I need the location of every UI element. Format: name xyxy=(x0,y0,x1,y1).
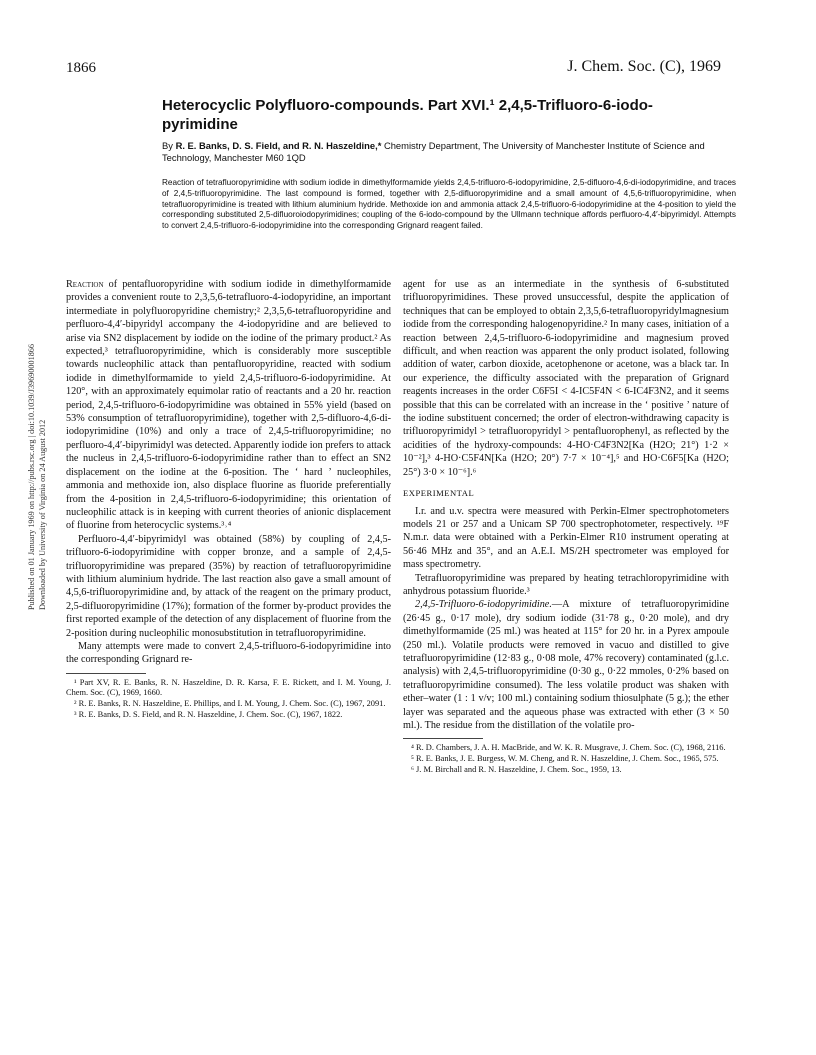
right-column xyxy=(403,278,729,775)
footnote: ³ R. E. Banks, D. S. Field, and R. N. Haszeldine, J. Chem. Soc. (C), 1967, 1822. xyxy=(74,709,343,719)
left-paragraph-1 xyxy=(66,278,391,533)
footnote: ⁴ R. D. Chambers, J. A. H. MacBride, and W. K. R. Musgrave, J. Chem. Soc. (C), 1968, 2116. xyxy=(411,743,726,753)
footnote: ² R. E. Banks, R. N. Haszeldine, E. Phillips, and I. M. Young, J. Chem. Soc. (C), 1967, 2091. xyxy=(74,698,386,708)
left-paragraph-3: Many attempts were made to convert 2,4,5-trifluoro-6-iodopyrimidine into the corresponding Grignard re- xyxy=(66,640,391,666)
right-paragraph-3: Tetrafluoropyrimidine was prepared by heating tetrachloropyrimidine with anhydrous potassium fluoride.³ xyxy=(403,572,729,597)
left-footnotes xyxy=(66,678,391,720)
compound-heading: 2,4,5-Trifluoro-6-iodopyrimidine. xyxy=(415,599,552,611)
author-affiliation: Chemistry Department, The University of Manchester Institute of Science and Technology, Manchester M60 1QD xyxy=(162,140,705,163)
left-column xyxy=(66,278,391,720)
experimental-heading: EXPERIMENTAL xyxy=(403,488,475,499)
download-side-note xyxy=(26,280,47,610)
left-paragraph-2: Perfluoro-4,4′-bipyrimidyl was obtained (58%) by coupling of 2,4,5-trifluoro-6-iodopyrimidine with copper bronze, and a sample of 2,4,5-trifluoropyrimidine was prepared (35%) by reaction of tetrafluoropyrimidine with lithium aluminium hydride. The last reaction also gave a small amount of 4,5,6-trifluoropyrimidine and, by attack of the reagent on the primary product, 2,5-difluoropyrimidine (17%); formation of the former by-product provides the first reported example of the detection of any displacement of fluorine from the 2-position during nucleophilic monosubstitution in tetrafluoropyrimidine. xyxy=(66,533,391,639)
left-paragraph-1-text: of pentafluoropyridine with sodium iodide in dimethylformamide provides a convenient route to 2,3,5,6-tetrafluoro-4-iodopyridine, an important intermediate in polyfluoropyridine chemistry;² 2,3,5,6-tetrafluoropyridine and perfluoro-4,4′-bipyridyl accompany the 4-iodopyridine and are believed to arise via SN2 displacement by iodide on the iodine of the primary product.² As expected,³ tetrafluoropyrimidine, which is considerably more susceptible towards nucleophilic attack than pentafluoropyridine, reacted with sodium iodide in dimethylformamide to yield 2,4,5-trifluoro-6-iodopyrimidine. At 120°, with an approximately equimolar ratio of reactants and a 20 hr. reaction period, 2,4,5-trifluoro-6-iodopyrimidine was obtained in 55% yield (based on 53% consumption of tetrafluoropyrimidine), together with 2,5-difluoro-4,6-di-iodopyrimidine (10%) and only a trace of 2,4,5-trifluoropyrimidine; no perfluoro-4,4′-bipyrimidyl was detected. Apparently iodide ion prefers to attack the nucleus in 2,4,5-trifluoro-6-iodopyrimidine rather than to effect an SN2 displacement on the iodine at the 6-position. The ‘ hard ’ nucleophiles, ammonia and methoxide ion, also displace fluorine as fluoride preferentially from the 4-position in 2,4,5-trifluoro-6-iodopyrimidine; this orientation of nucleophilic attack is in keeping with current theories of anionic displacement of fluorine from heterocyclic systems.³˒⁴ xyxy=(66,279,391,532)
page-number: 1866 xyxy=(66,60,96,76)
footnote-rule xyxy=(66,673,146,674)
author-by: By xyxy=(162,140,173,151)
footnote: ⁵ R. E. Banks, J. E. Burgess, W. M. Cheng, and R. N. Haszeldine, J. Chem. Soc., 1965, 575. xyxy=(411,754,719,763)
author-block xyxy=(162,140,742,164)
right-paragraph-4-text: —A mixture of tetrafluoropyrimidine (26·45 g., 0·17 mole), dry sodium iodide (31·78 g., 0·20 mole), and dry dimethylformamide (25 ml.) was heated at 115° for 20 hr. in a Pyrex ampoule (250 ml.). Volatile products were removed in vacuo and distilled to give tetrafluoropyrimidine (12·83 g., 0·08 mole, 47% recovery) contaminated (g.l.c. analysis) with 2,4,5-trifluoropyrimidine (0·30 g., 0·22 mmoles, 0·2% based on tetrafluoropyrimidine consumed). The less volatile product was shaken with ether–water (1 : 1 v/v; 100 ml.) containing sodium thiosulphate (5 g.); the ether layer was separated and the aqueous phase was extracted with ether (3 × 50 ml.). The residue from the distillation of the volatile pro- xyxy=(403,599,729,731)
side-note-downloaded: Downloaded by University of Virginia on 24 August 2012 xyxy=(38,419,47,610)
paragraph-lead-word: Reaction xyxy=(66,279,104,290)
journal-header: J. Chem. Soc. (C), 1969 xyxy=(567,58,721,75)
author-names: R. E. Banks, D. S. Field, and R. N. Haszeldine,* xyxy=(175,140,382,151)
footnote-rule xyxy=(403,738,483,739)
footnote: ¹ Part XV, R. E. Banks, R. N. Haszeldine, D. R. Karsa, F. E. Rickett, and I. M. Young, J. Chem. Soc. (C), 1969, 1660. xyxy=(66,677,391,698)
right-paragraph-1: agent for use as an intermediate in the synthesis of 6-substituted trifluoropyrimidines. These proved unsuccessful, despite the application of techniques that can be employed to obtain 2,3,5,6-tetrafluoropyridylmagnesium iodide from the corresponding halogenopyridine.² In many cases, initiation of a reaction between 2,4,5-trifluoro-6-iodopyrimidine and magnesium proved difficult, and when reaction was apparent the only product isolated, following addition of water, carbon dioxide, acetophenone or acetone, was a black tar. In our experience, the difficulty associated with the preparation of Grignard reagents increases in the order C6F5I < 4-IC5F4N < 6-IC4F3N2, and it seems possible that this can be correlated with an increase in the ‘ positive ’ nature of the iodine substituent concerned; the order of electron-withdrawing capacity is trifluoropyrimidyl > tetrafluoropyridyl > pentafluorophenyl, as reflected by the acidities of the hydroxy-compounds: 4-HO·C4F3N2[Ka (H2O; 21°) 1·2 × 10⁻²],³ 4-HO·C5F4N[Ka (H2O; 20°) 7·7 × 10⁻⁴],⁵ and HO·C6F5[Ka (H2O; 25°) 3·0 × 10⁻⁶].⁶ xyxy=(403,279,729,478)
right-paragraph-2: I.r. and u.v. spectra were measured with Perkin-Elmer spectrophotometers models 21 or 257 and a Unicam SP 700 spectrophotometer, respectively. ¹⁹F N.m.r. data were obtained with a Perkin-Elmer R10 instrument operating at 56·46 MHz and 35°, and an A.E.I. MS/2H spectrometer was employed for mass spectrometry. xyxy=(403,505,729,571)
abstract: Reaction of tetrafluoropyrimidine with sodium iodide in dimethylformamide yields 2,4,5-trifluoro-6-iodopyrimidine, 2,5-difluoro-4,6-di-iodopyrimidine, and traces of 2,4,5-trifluoropyrimidine. The last compound is formed, together with 2,5-difluoropyrimidine and a small amount of 4,5,6-trifluoropyrimidine, when tetrafluoropyrimidine is treated with lithium aluminium hydride. Methoxide ion and ammonia attack 2,4,5-trifluoro-6-iodopyrimidine at the 4-position to yield the corresponding substituted 2,5-difluoroiodopyrimidines; coupling of the 6-iodo-compound by the Ullmann technique affords perfluoro-4,4′-bipyrimidyl. Attempts to convert 2,4,5-trifluoro-6-iodopyrimidine into the corresponding Grignard reagent failed. xyxy=(162,178,736,231)
footnote: ⁶ J. M. Birchall and R. N. Haszeldine, J. Chem. Soc., 1959, 13. xyxy=(411,764,622,774)
article-title: Heterocyclic Polyfluoro-compounds. Part XVI.¹ 2,4,5-Trifluoro-6-iodo-pyrimidine xyxy=(162,97,653,133)
side-note-published: Published on 01 January 1969 on http://pubs.rsc.org | doi:10.1039/J39690001866 xyxy=(27,344,36,610)
right-footnotes xyxy=(403,743,729,775)
right-paragraph-4 xyxy=(403,598,729,732)
